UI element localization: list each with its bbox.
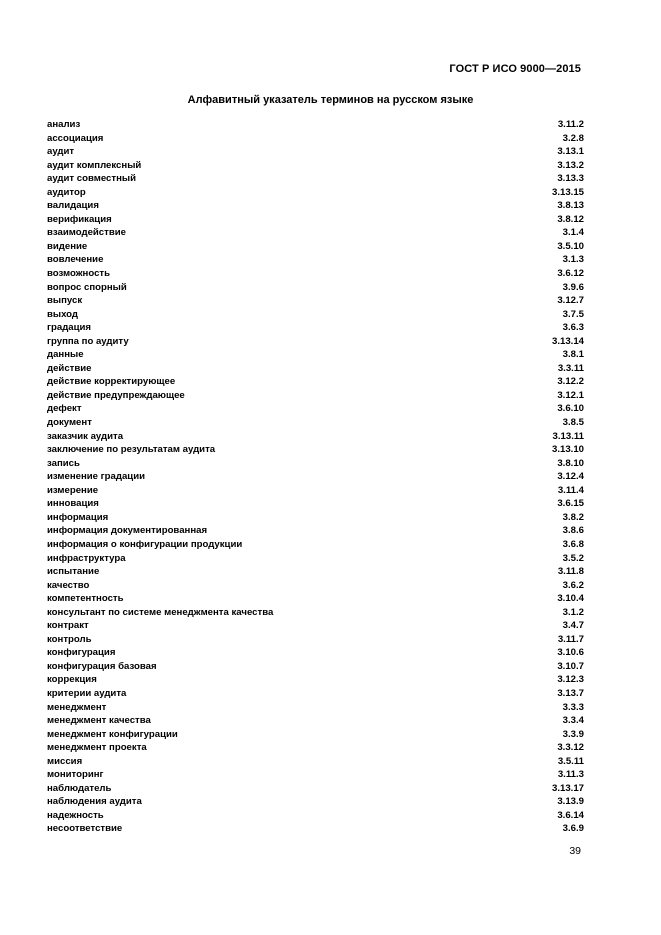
index-term: несоответствие: [47, 823, 123, 835]
index-term: запись: [47, 457, 80, 469]
index-entry: [47, 646, 584, 660]
index-ref: 3.13.14: [551, 335, 584, 347]
index-ref: 3.8.13: [557, 200, 584, 212]
index-term: ассоциация: [47, 132, 104, 144]
index-entry: [47, 226, 584, 240]
index-ref: 3.3.12: [557, 742, 584, 754]
index-ref: 3.5.11: [557, 755, 584, 767]
index-entry: [47, 673, 584, 687]
index-ref: 3.1.4: [562, 227, 584, 239]
index-ref: 3.13.15: [551, 186, 584, 198]
index-term: менеджмент: [47, 701, 107, 713]
index-ref: 3.6.14: [557, 809, 584, 821]
index-ref: 3.13.11: [552, 430, 584, 442]
index-term: наблюдения аудита: [47, 796, 142, 808]
index-entry: [47, 118, 584, 132]
index-entry: [47, 267, 584, 281]
index-ref: 3.13.17: [551, 782, 584, 794]
index-term: качество: [47, 579, 90, 591]
index-ref: 3.5.10: [557, 240, 584, 252]
index-ref: 3.11.2: [557, 119, 584, 130]
index-entry: [47, 240, 584, 254]
index-entry: [47, 701, 584, 715]
page-number: 39: [569, 845, 581, 857]
index-term: контракт: [47, 620, 89, 632]
index-entry: [47, 714, 584, 728]
index-entry: [47, 511, 584, 525]
index-ref: 3.12.7: [557, 295, 584, 307]
index-term: изменение градации: [47, 471, 145, 483]
index-entry: [47, 565, 584, 579]
index-term: видение: [47, 240, 88, 252]
index-entry: [47, 430, 584, 444]
index-entry: [47, 822, 584, 836]
index-ref: 3.3.9: [562, 728, 584, 740]
index-ref: 3.13.9: [557, 796, 584, 808]
index-entry: [47, 362, 584, 376]
index-term: миссия: [47, 755, 83, 767]
index-ref: 3.13.2: [557, 159, 584, 171]
index-entry: [47, 335, 584, 349]
index-term: документ: [47, 417, 92, 429]
index-term: градация: [47, 322, 92, 334]
index-term: инфраструктура: [47, 552, 126, 564]
index-term: действие предупреждающее: [47, 389, 185, 401]
index-entry: [47, 592, 584, 606]
index-entry: [47, 281, 584, 295]
index-term: данные: [47, 349, 84, 361]
index-ref: 3.12.2: [557, 376, 584, 388]
index-term: вовлечение: [47, 254, 104, 266]
index-entry: [47, 321, 584, 335]
index-term: консультант по системе менеджмента качества: [47, 606, 274, 618]
index-entry: [47, 159, 584, 173]
index-entry: [47, 186, 584, 200]
index-ref: 3.13.7: [557, 687, 584, 699]
index-entry: [47, 375, 584, 389]
index-entry: [47, 470, 584, 484]
index-entry: [47, 457, 584, 471]
index-term: менеджмент качества: [47, 715, 151, 727]
index-ref: 3.8.5: [562, 417, 584, 429]
index-term: информация: [47, 511, 109, 523]
index-entry: [47, 660, 584, 674]
index-ref: 3.3.4: [562, 715, 584, 727]
index-ref: 3.13.1: [557, 146, 584, 158]
index-ref: 3.4.7: [562, 620, 584, 632]
index-term: заключение по результатам аудита: [47, 444, 216, 456]
index-ref: 3.6.8: [562, 538, 584, 550]
index-ref: 3.9.6: [562, 281, 584, 293]
index-ref: 3.5.2: [562, 552, 584, 564]
index-ref: 3.12.4: [557, 471, 584, 483]
index-entry: [47, 606, 584, 620]
index-term: инновация: [47, 498, 99, 510]
index-entry: [47, 213, 584, 227]
index-ref: 3.12.1: [557, 389, 584, 401]
index-entry: [47, 172, 584, 186]
index-entry: [47, 782, 584, 796]
index-entry: [47, 633, 584, 647]
index-ref: 3.1.2: [562, 606, 584, 618]
index-term: информация документированная: [47, 525, 208, 537]
index-term: действие: [47, 362, 92, 374]
index-ref: 3.8.12: [557, 213, 584, 225]
index-term: аудит совместный: [47, 173, 136, 185]
index-entry: [47, 497, 584, 511]
standard-designation: ГОСТ Р ИСО 9000—2015: [449, 63, 581, 75]
index-entry: [47, 253, 584, 267]
index-term: аудит комплексный: [47, 159, 142, 171]
index-entry: [47, 308, 584, 322]
index-ref: 3.11.3: [557, 769, 584, 781]
index-ref: 3.10.4: [557, 593, 584, 605]
index-term: дефект: [47, 403, 82, 415]
index-entry: [47, 402, 584, 416]
index-term: компетентность: [47, 593, 124, 605]
index-term: аудитор: [47, 186, 86, 198]
index-ref: 3.1.3: [562, 254, 584, 266]
index-term: коррекция: [47, 674, 97, 686]
index-ref: 3.11.4: [557, 484, 584, 496]
index-term: испытание: [47, 566, 100, 578]
index-ref: 3.8.6: [562, 525, 584, 537]
index-term: информация о конфигурации продукции: [47, 538, 243, 550]
index-term: выпуск: [47, 295, 83, 307]
index-term: контроль: [47, 633, 92, 645]
index-entry: [47, 132, 584, 146]
index-ref: 3.6.3: [562, 322, 584, 334]
index-entry: [47, 795, 584, 809]
index-entry: [47, 755, 584, 769]
index-ref: 3.11.8: [557, 566, 584, 578]
index-term: менеджмент конфигурации: [47, 728, 178, 740]
index-ref: 3.7.5: [562, 308, 584, 320]
index-ref: 3.13.10: [551, 444, 584, 456]
index-term: конфигурация: [47, 647, 116, 659]
index-ref: 3.8.1: [562, 349, 584, 361]
index-ref: 3.6.2: [562, 579, 584, 591]
index-term: возможность: [47, 268, 111, 280]
index-entry: [47, 619, 584, 633]
index-term: аудит: [47, 146, 75, 158]
index-term: менеджмент проекта: [47, 742, 147, 754]
index-term: валидация: [47, 200, 99, 212]
index-ref: 3.6.9: [562, 823, 584, 835]
index-entry: [47, 538, 584, 552]
index-entry: [47, 416, 584, 430]
index-term: выход: [47, 308, 79, 320]
index-term: взаимодействие: [47, 227, 126, 239]
index-ref: 3.10.7: [557, 660, 584, 672]
index-term: наблюдатель: [47, 782, 112, 794]
index-term: измерение: [47, 484, 99, 496]
index-entry: [47, 145, 584, 159]
index-ref: 3.6.12: [557, 268, 584, 280]
index-ref: 3.6.10: [557, 403, 584, 415]
index-term: мониторинг: [47, 769, 104, 781]
index-ref: 3.2.8: [562, 132, 584, 144]
index-ref: 3.3.3: [562, 701, 584, 713]
index-ref: 3.10.6: [557, 647, 584, 659]
index-entry: [47, 768, 584, 782]
index-entry: [47, 809, 584, 823]
index-entry: [47, 552, 584, 566]
index-term: вопрос спорный: [47, 281, 127, 293]
index-ref: 3.8.10: [557, 457, 584, 469]
index-ref: 3.12.3: [557, 674, 584, 686]
index-term: конфигурация базовая: [47, 660, 157, 672]
index-entry: [47, 579, 584, 593]
index-entry: [47, 294, 584, 308]
index-title: Алфавитный указатель терминов на русском языке: [187, 94, 474, 106]
index-entry: [47, 728, 584, 742]
index-ref: 3.6.15: [557, 498, 584, 510]
term-index-list: [47, 118, 584, 836]
index-term: анализ: [47, 119, 81, 130]
index-term: действие корректирующее: [47, 376, 176, 388]
index-ref: 3.11.7: [557, 633, 584, 645]
index-term: верификация: [47, 213, 112, 225]
index-entry: [47, 524, 584, 538]
index-ref: 3.3.11: [557, 362, 584, 374]
index-term: надежность: [47, 809, 104, 821]
index-entry: [47, 199, 584, 213]
index-entry: [47, 484, 584, 498]
index-term: заказчик аудита: [47, 430, 124, 442]
index-term: группа по аудиту: [47, 335, 129, 347]
index-term: критерии аудита: [47, 687, 127, 699]
index-entry: [47, 741, 584, 755]
index-entry: [47, 389, 584, 403]
index-ref: 3.13.3: [557, 173, 584, 185]
index-ref: 3.8.2: [562, 511, 584, 523]
index-entry: [47, 687, 584, 701]
index-entry: [47, 348, 584, 362]
index-entry: [47, 443, 584, 457]
